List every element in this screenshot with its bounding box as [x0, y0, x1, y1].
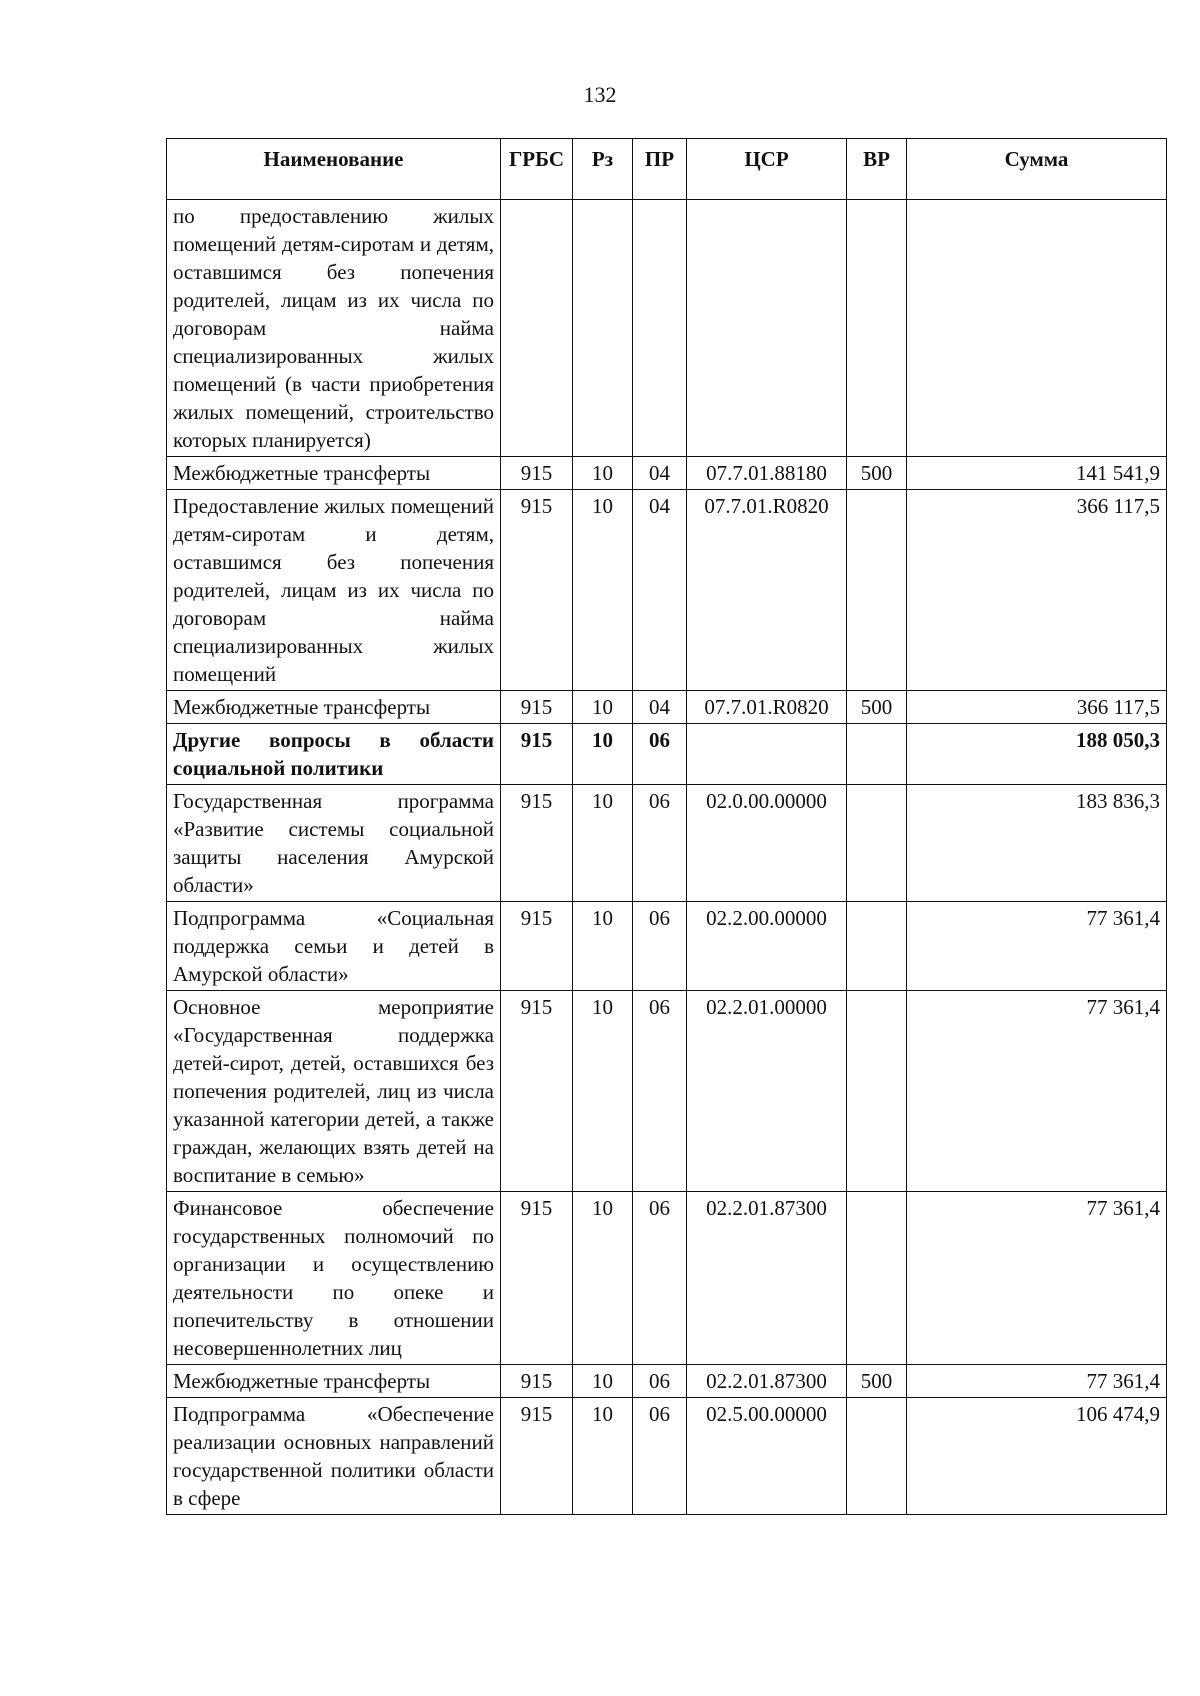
cell-name: Другие вопросы в области социальной политики [167, 724, 501, 785]
cell-grbs: 915 [501, 785, 573, 902]
cell-pr: 06 [633, 1398, 687, 1515]
cell-name: по предоставлению жилых помещений детям-сиротам и детям, оставшимся без попечения родителей, лицам из их числа по договорам найма специализированных жилых помещений (в части приобретения жилых помещений, строительство которых планируется) [167, 200, 501, 457]
cell-csr: 07.7.01.88180 [687, 457, 847, 490]
cell-sum: 366 117,5 [907, 490, 1167, 691]
cell-grbs [501, 200, 573, 457]
column-header-grbs: ГРБС [501, 139, 573, 200]
cell-grbs: 915 [501, 691, 573, 724]
cell-rz: 10 [573, 785, 633, 902]
cell-vr [847, 1192, 907, 1365]
table-row [167, 200, 1167, 457]
table-row [167, 902, 1167, 991]
cell-grbs: 915 [501, 457, 573, 490]
cell-name: Межбюджетные трансферты [167, 1365, 501, 1398]
cell-sum: 188 050,3 [907, 724, 1167, 785]
cell-pr: 06 [633, 785, 687, 902]
cell-pr [633, 200, 687, 457]
cell-pr: 06 [633, 991, 687, 1192]
cell-sum: 141 541,9 [907, 457, 1167, 490]
cell-vr [847, 902, 907, 991]
table-body [167, 200, 1167, 1515]
cell-name: Финансовое обеспечение государственных полномочий по организации и осуществлению деятельности по опеке и попечительству в отношении несовершеннолетних лиц [167, 1192, 501, 1365]
cell-vr: 500 [847, 457, 907, 490]
cell-sum: 77 361,4 [907, 1192, 1167, 1365]
column-header-sum: Сумма [907, 139, 1167, 200]
cell-rz: 10 [573, 457, 633, 490]
cell-name: Основное мероприятие «Государственная поддержка детей-сирот, детей, оставшихся без попечения родителей, лиц из числа указанной категории детей, а также граждан, желающих взять детей на воспитание в семью» [167, 991, 501, 1192]
cell-name: Межбюджетные трансферты [167, 691, 501, 724]
cell-sum: 77 361,4 [907, 991, 1167, 1192]
cell-grbs: 915 [501, 1365, 573, 1398]
cell-csr [687, 200, 847, 457]
cell-csr [687, 724, 847, 785]
cell-sum: 183 836,3 [907, 785, 1167, 902]
cell-csr: 02.2.01.00000 [687, 991, 847, 1192]
cell-name: Межбюджетные трансферты [167, 457, 501, 490]
cell-csr: 02.0.00.00000 [687, 785, 847, 902]
cell-grbs: 915 [501, 1192, 573, 1365]
table-row [167, 991, 1167, 1192]
cell-vr [847, 200, 907, 457]
table-row [167, 691, 1167, 724]
cell-pr: 06 [633, 1365, 687, 1398]
table-header-row [167, 139, 1167, 200]
cell-csr: 02.2.01.87300 [687, 1365, 847, 1398]
table-row [167, 1398, 1167, 1515]
cell-vr [847, 490, 907, 691]
cell-csr: 02.5.00.00000 [687, 1398, 847, 1515]
cell-vr [847, 724, 907, 785]
cell-pr: 04 [633, 457, 687, 490]
cell-grbs: 915 [501, 724, 573, 785]
cell-pr: 06 [633, 902, 687, 991]
cell-pr: 04 [633, 490, 687, 691]
cell-vr [847, 1398, 907, 1515]
cell-grbs: 915 [501, 490, 573, 691]
column-header-csr: ЦСР [687, 139, 847, 200]
cell-grbs: 915 [501, 902, 573, 991]
cell-sum [907, 200, 1167, 457]
cell-name: Подпрограмма «Обеспечение реализации основных направлений государственной политики области в сфере [167, 1398, 501, 1515]
cell-csr: 07.7.01.R0820 [687, 490, 847, 691]
page-number: 132 [583, 82, 617, 107]
cell-name: Подпрограмма «Социальная поддержка семьи и детей в Амурской области» [167, 902, 501, 991]
cell-grbs: 915 [501, 991, 573, 1192]
cell-rz: 10 [573, 724, 633, 785]
cell-vr: 500 [847, 1365, 907, 1398]
cell-vr: 500 [847, 691, 907, 724]
cell-pr: 04 [633, 691, 687, 724]
cell-name: Государственная программа «Развитие системы социальной защиты населения Амурской области» [167, 785, 501, 902]
cell-rz [573, 200, 633, 457]
table-row [167, 1192, 1167, 1365]
cell-csr: 07.7.01.R0820 [687, 691, 847, 724]
table-row [167, 1365, 1167, 1398]
cell-sum: 77 361,4 [907, 902, 1167, 991]
budget-table [166, 138, 1167, 1515]
table-row [167, 490, 1167, 691]
table-row [167, 457, 1167, 490]
column-header-name: Наименование [167, 139, 501, 200]
cell-sum: 77 361,4 [907, 1365, 1167, 1398]
cell-grbs: 915 [501, 1398, 573, 1515]
column-header-rz: Рз [573, 139, 633, 200]
cell-vr [847, 785, 907, 902]
cell-pr: 06 [633, 1192, 687, 1365]
cell-rz: 10 [573, 991, 633, 1192]
cell-rz: 10 [573, 1365, 633, 1398]
column-header-vr: ВР [847, 139, 907, 200]
table-row [167, 785, 1167, 902]
cell-name: Предоставление жилых помещений детям-сиротам и детям, оставшимся без попечения родителей, лицам из их числа по договорам найма специализированных жилых помещений [167, 490, 501, 691]
cell-rz: 10 [573, 902, 633, 991]
cell-sum: 366 117,5 [907, 691, 1167, 724]
cell-rz: 10 [573, 1192, 633, 1365]
cell-rz: 10 [573, 490, 633, 691]
column-header-pr: ПР [633, 139, 687, 200]
cell-pr: 06 [633, 724, 687, 785]
cell-rz: 10 [573, 1398, 633, 1515]
cell-sum: 106 474,9 [907, 1398, 1167, 1515]
cell-csr: 02.2.01.87300 [687, 1192, 847, 1365]
table-row [167, 724, 1167, 785]
cell-vr [847, 991, 907, 1192]
cell-rz: 10 [573, 691, 633, 724]
cell-csr: 02.2.00.00000 [687, 902, 847, 991]
